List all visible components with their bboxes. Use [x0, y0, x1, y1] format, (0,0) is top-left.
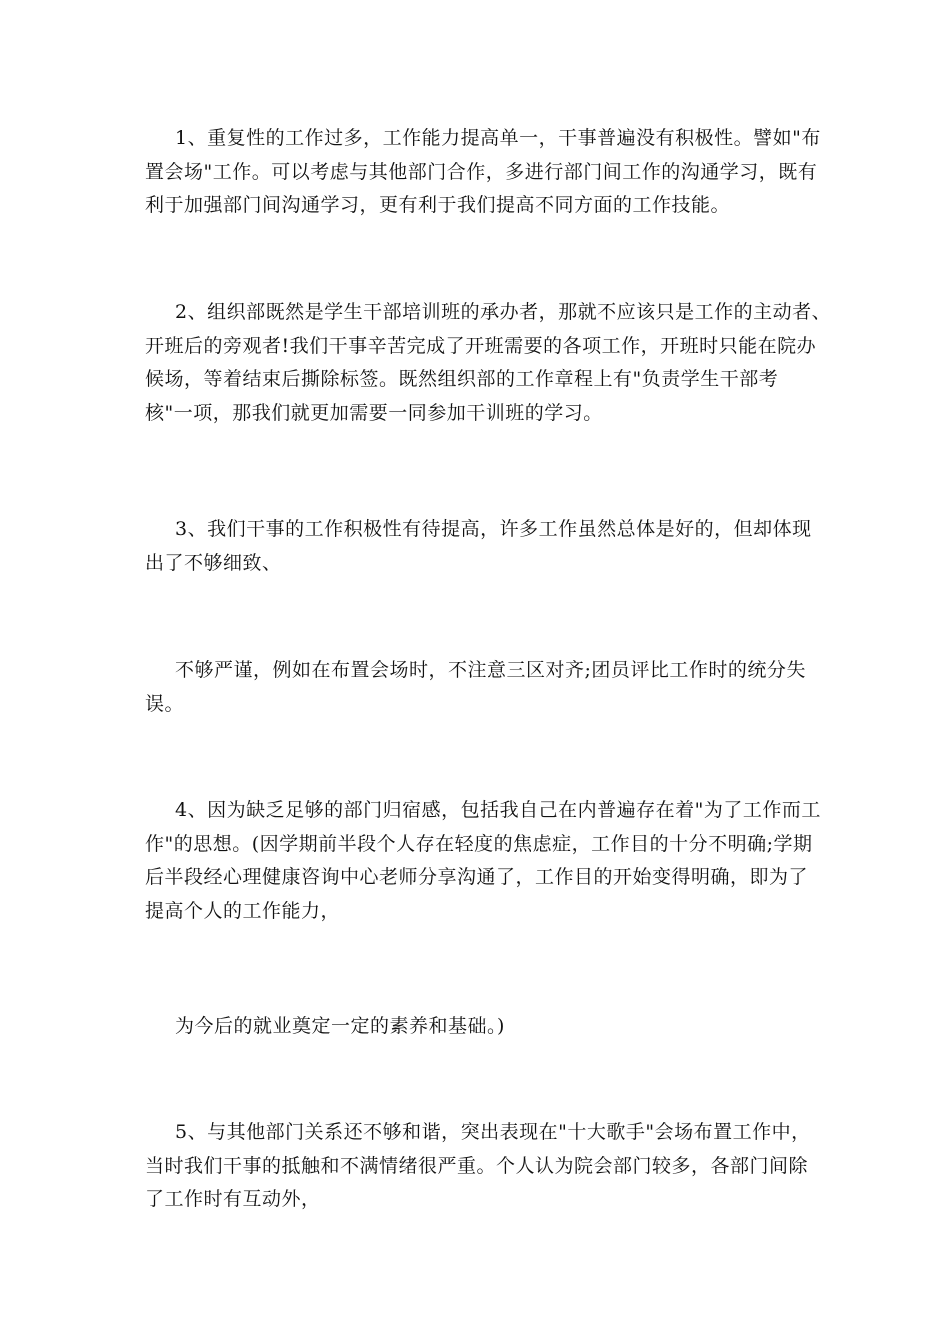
paragraph-4 [145, 654, 810, 721]
paragraph-line: 5、与其他部门关系还不够和谐，突出表现在"十大歌手"会场布置工作中， [175, 1121, 811, 1143]
paragraph-line: 了工作时有互动外， [145, 1188, 321, 1210]
paragraph-2 [145, 296, 832, 430]
paragraph-line: 出了不够细致、 [145, 551, 282, 574]
paragraph-6 [145, 1010, 810, 1044]
paragraph-7 [145, 1116, 810, 1217]
paragraph-line: 1、重复性的工作过多，工作能力提高单一，干事普遍没有积极性。譬如"布 [175, 127, 821, 149]
paragraph-line: 后半段经心理健康咨询中心老师分享沟通了，工作目的开始变得明确，即为了 [145, 866, 809, 888]
paragraph-line: 2、组织部既然是学生干部培训班的承办者，那就不应该只是工作的主动者、 [175, 301, 832, 323]
paragraph-line: 3、我们干事的工作积极性有待提高，许多工作虽然总体是好的，但却体现 [175, 518, 812, 540]
paragraph-line: 利于加强部门间沟通学习，更有利于我们提高不同方面的工作技能。 [145, 194, 731, 216]
paragraph-5 [145, 794, 821, 928]
paragraph-line: 作"的思想。(因学期前半段个人存在轻度的焦虑症，工作目的十分不明确;学期 [145, 832, 813, 855]
paragraph-line: 不够严谨，例如在布置会场时，不注意三区对齐;团员评比工作时的统分失 [175, 659, 806, 681]
paragraph-1 [145, 122, 821, 223]
paragraph-line: 误。 [145, 692, 185, 715]
paragraph-line: 核"一项，那我们就更加需要一同参加干训班的学习。 [145, 401, 603, 424]
paragraph-3 [145, 513, 810, 580]
paragraph-line: 开班后的旁观者!我们干事辛苦完成了开班需要的各项工作，开班时只能在院办 [145, 334, 817, 357]
paragraph-line: 为今后的就业奠定一定的素养和基础。) [175, 1015, 505, 1037]
paragraph-line: 当时我们干事的抵触和不满情绪很严重。个人认为院会部门较多，各部门间除 [145, 1154, 809, 1177]
paragraph-line: 置会场"工作。可以考虑与其他部门合作，多进行部门间工作的沟通学习，既有 [145, 160, 818, 183]
paragraph-line: 候场，等着结束后撕除标签。既然组织部的工作章程上有"负责学生干部考 [145, 368, 779, 390]
paragraph-line: 提高个人的工作能力， [145, 899, 341, 922]
paragraph-line: 4、因为缺乏足够的部门归宿感，包括我自己在内普遍存在着"为了工作而工 [175, 799, 821, 821]
